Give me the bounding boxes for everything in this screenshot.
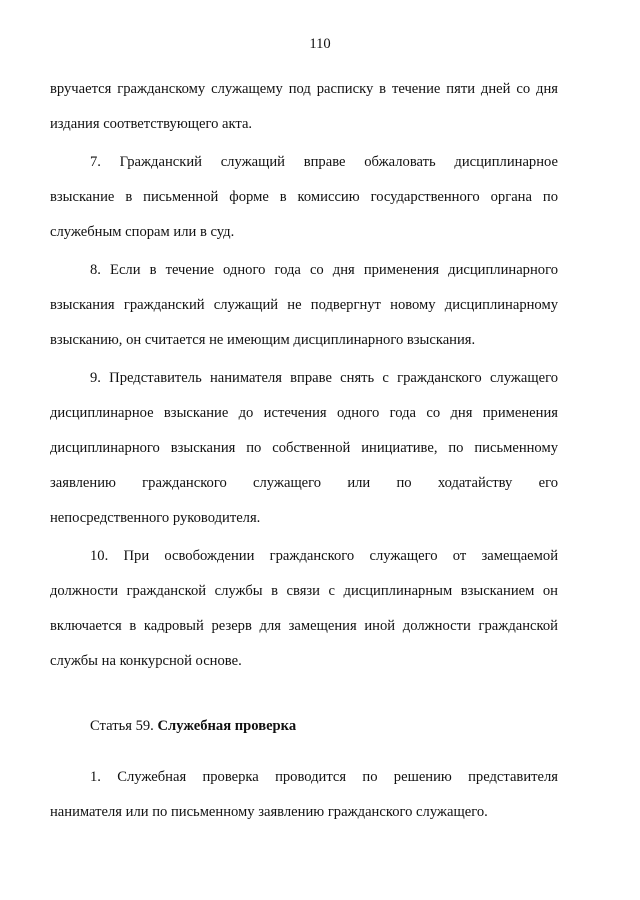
text-line: 1. Служебная проверка проводится по решению представителя xyxy=(90,769,558,785)
text-line: 9. Представитель нанимателя вправе снять с гражданского служащего xyxy=(90,370,558,386)
text-line: взысканию, он считается не имеющим дисциплинарного взыскания. xyxy=(50,332,476,348)
page-number: 110 xyxy=(309,36,331,52)
text-line: нанимателя или по письменному заявлению гражданского служащего. xyxy=(50,804,488,820)
text-line: вручается гражданскому служащему под расписку в течение пяти дней со дня xyxy=(50,81,558,97)
text-line: непосредственного руководителя. xyxy=(50,510,261,526)
text-line: дисциплинарного взыскания по собственной инициативе, по письменному xyxy=(50,440,558,456)
article-number: Статья 59. xyxy=(90,718,154,734)
text-line: заявлению гражданского служащего или по ходатайству его xyxy=(50,475,558,491)
text-line: взыскания гражданский служащий не подвергнут новому дисциплинарному xyxy=(50,297,558,313)
article-heading xyxy=(90,717,296,735)
text-line: 8. Если в течение одного года со дня применения дисциплинарного xyxy=(90,262,558,278)
text-line: 7. Гражданский служащий вправе обжаловать дисциплинарное xyxy=(90,154,558,170)
text-line: включается в кадровый резерв для замещения иной должности гражданской xyxy=(50,618,558,634)
text-line: 10. При освобождении гражданского служащего от замещаемой xyxy=(90,548,558,564)
text-line: взыскание в письменной форме в комиссию государственного органа по xyxy=(50,189,558,205)
text-line: должности гражданской службы в связи с дисциплинарным взысканием он xyxy=(50,583,558,599)
article-title: Служебная проверка xyxy=(157,718,297,734)
text-line: служебным спорам или в суд. xyxy=(50,224,235,240)
text-line: дисциплинарное взыскание до истечения одного года со дня применения xyxy=(50,405,558,421)
text-line: службы на конкурсной основе. xyxy=(50,653,242,669)
text-line: издания соответствующего акта. xyxy=(50,116,253,132)
